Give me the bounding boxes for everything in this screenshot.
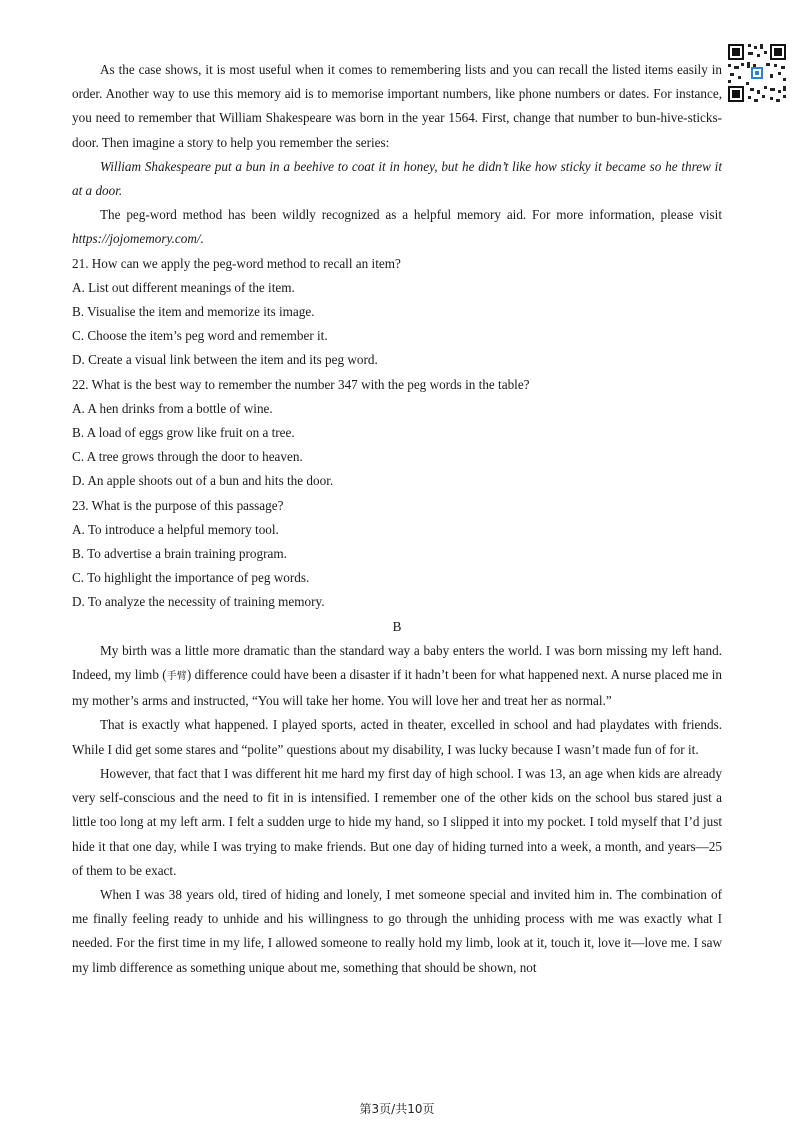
answer-option: C. To highlight the importance of peg words.: [72, 570, 310, 586]
paragraph-text: The peg-word method has been wildly recognized as a helpful memory aid. For more information, please visit: [100, 207, 722, 223]
question-23: [72, 494, 722, 615]
answer-option: A. A hen drinks from a bottle of wine.: [72, 400, 273, 416]
answer-option: B. A load of eggs grow like fruit on a tree.: [72, 425, 295, 441]
answer-option: C. Choose the item’s peg word and remember it.: [72, 328, 328, 344]
paragraph: That is exactly what happened. I played sports, acted in theater, excelled in school and had playdates with friends. While I did get some stares and “polite” questions about my disability, I was lucky because I wasn’t made fun of for it.: [72, 717, 722, 757]
answer-option: A. List out different meanings of the item.: [72, 279, 295, 295]
answer-option: C. A tree grows through the door to heaven.: [72, 449, 303, 465]
example-story: William Shakespeare put a bun in a beehive to coat it in honey, but he didn’t like how sticky it became so he threw it at a door.: [72, 158, 722, 199]
question-stem: 23. What is the purpose of this passage?: [72, 497, 284, 513]
paragraph: [72, 203, 722, 251]
paragraph: As the case shows, it is most useful when it comes to remembering lists and you can recall the listed items easily in order. Another way to use this memory aid is to memorise important numbers, like phone numbers or dates. For instance, you need to remember that William Shakespeare was born in the year 1564. First, change that number to bun-hive-sticks-door. Then imagine a story to help you remember the series:: [72, 62, 722, 150]
section-heading: B: [392, 618, 402, 634]
question-22: [72, 373, 722, 494]
answer-option: D. Create a visual link between the item and its peg word.: [72, 352, 378, 368]
answer-option: A. To introduce a helpful memory tool.: [72, 521, 279, 537]
chinese-gloss: 手臂: [166, 671, 187, 683]
paragraph: When I was 38 years old, tired of hiding and lonely, I met someone special and invited him in. The combination of me finally feeling ready to unhide and his willingness to go through the unhiding process with me was exactly what I needed. For the first time in my life, I allowed someone to really hold my limb, look at it, touch it, love it—love me. I saw my limb difference as something unique about me, something that should be shown, not: [72, 886, 722, 975]
question-stem: 21. How can we apply the peg-word method to recall an item?: [72, 255, 401, 271]
paragraph: [72, 639, 722, 714]
website-link[interactable]: https://jojomemory.com/.: [72, 231, 204, 247]
answer-option: B. Visualise the item and memorize its image.: [72, 304, 315, 320]
paragraph: However, that fact that I was different hit me hard my first day of high school. I was 13, an age when kids are already very self-conscious and the need to fit in is intensified. I remember one of the other kids on the school bus stared just a little too long at my left arm. I felt a sudden urge to hide my hand, so I slipped it into my pocket. I told myself that I’d just hide it that one day, while I was trying to make friends. But one day of hiding turned into a week, a month, and years—25 of them to be exact.: [72, 765, 722, 878]
page-number: 第3页/共10页: [359, 1102, 435, 1116]
paragraph-text: My birth was a little more dramatic than the standard way a baby enters the world. I was born missing my left hand. Indeed, my limb (: [72, 642, 722, 683]
qr-code-image: [726, 42, 788, 104]
answer-option: B. To advertise a brain training program.: [72, 546, 287, 562]
answer-option: D. To analyze the necessity of training memory.: [72, 594, 325, 610]
question-stem: 22. What is the best way to remember the number 347 with the peg words in the table?: [72, 376, 530, 392]
answer-option: D. An apple shoots out of a bun and hits the door.: [72, 473, 334, 489]
question-21: [72, 252, 722, 373]
paragraph-text: ) difference could have been a disaster if it hadn’t been for what happened next. A nurse placed me in my mother’s arms and instructed, “You will take her home. You will love her and treat her as normal.”: [72, 667, 722, 709]
page-content: [72, 58, 722, 980]
